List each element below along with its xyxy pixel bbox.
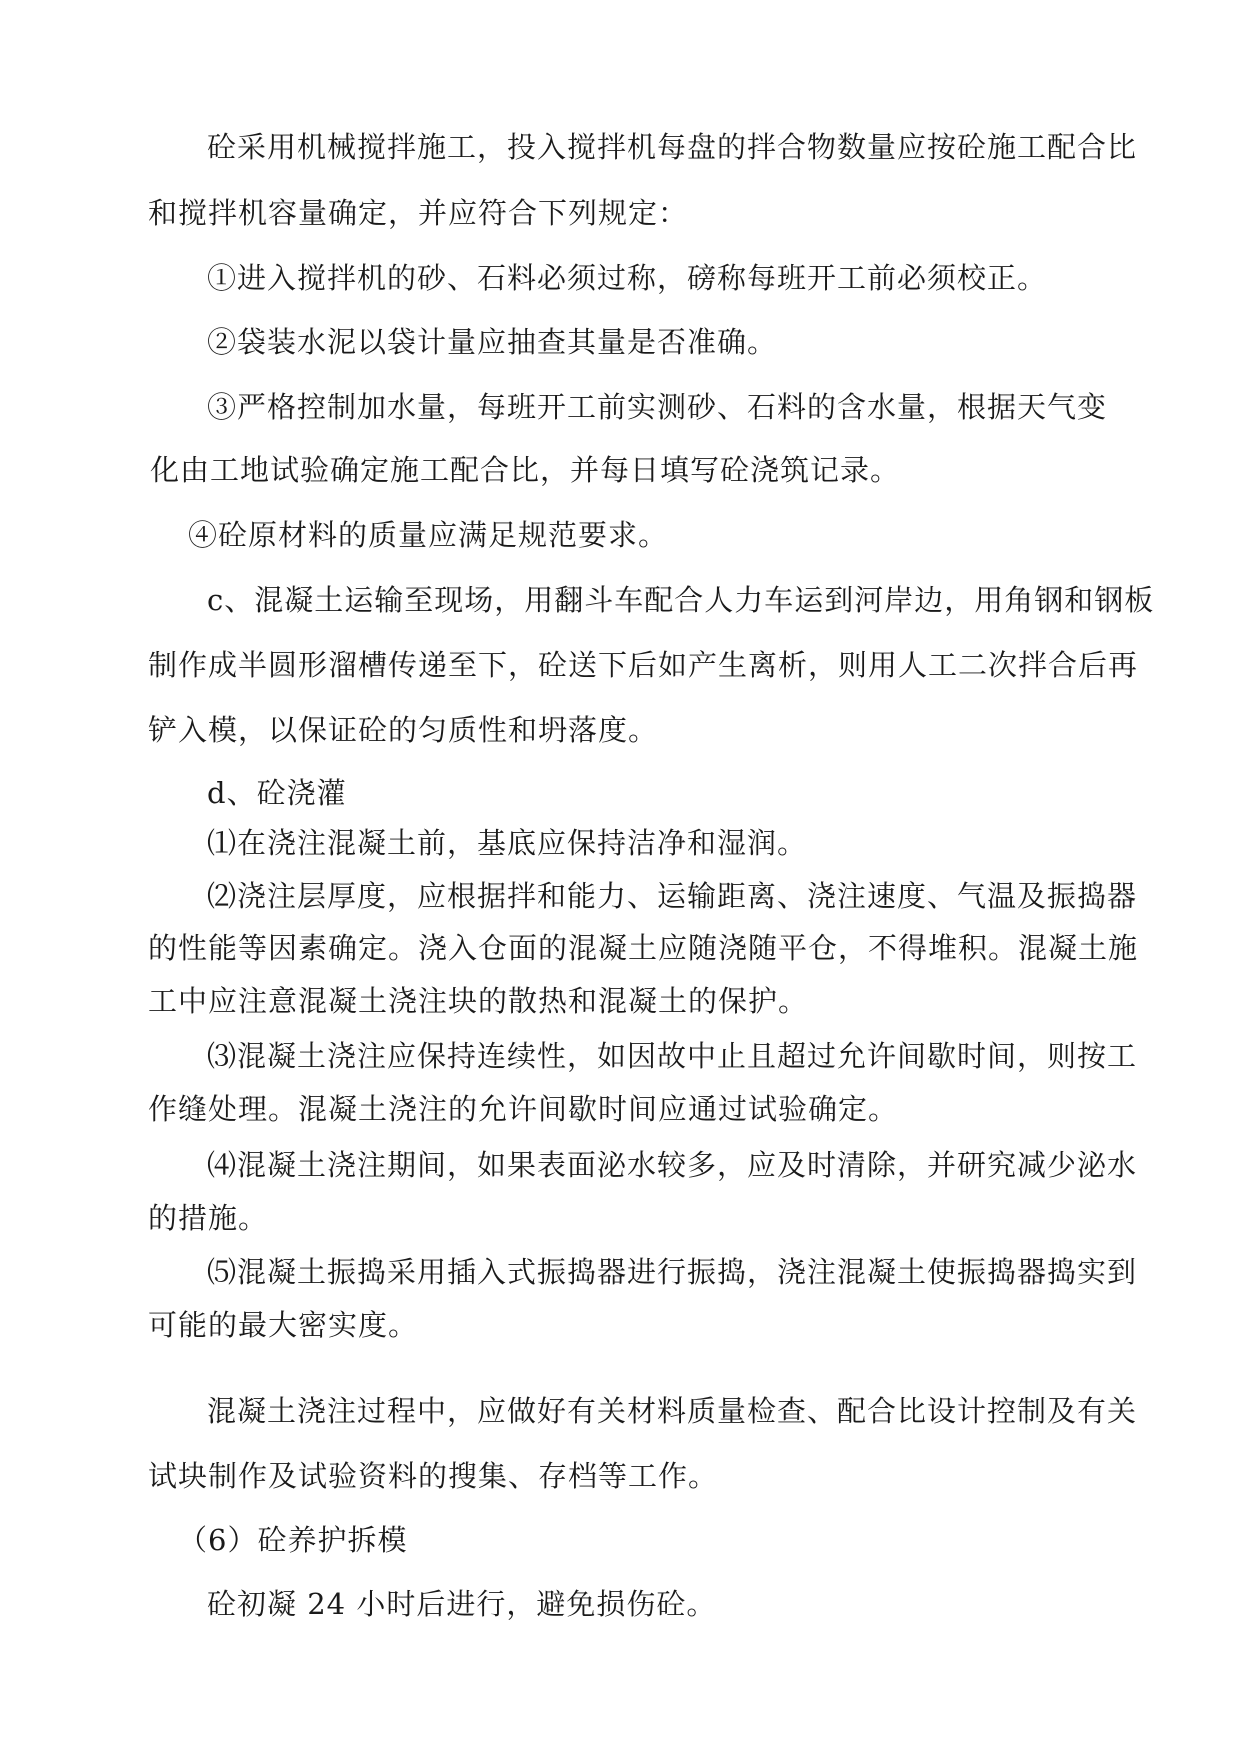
text-line: 试块制作及试验资料的搜集、存档等工作。 <box>148 1459 719 1493</box>
text-line: d、砼浇灌 <box>207 776 347 810</box>
text-line: c、混凝土运输至现场，用翻斗车配合人力车运到河岸边，用角钢和钢板 <box>207 583 1155 617</box>
text-line: 的措施。 <box>148 1201 269 1235</box>
text-line: ⑶混凝土浇注应保持连续性，如因故中止且超过允许间歇时间，则按工 <box>207 1039 1138 1073</box>
text-line: 作缝处理。混凝土浇注的允许间歇时间应通过试验确定。 <box>148 1092 899 1126</box>
text-line: ⑷混凝土浇注期间，如果表面泌水较多，应及时清除，并研究减少泌水 <box>207 1148 1138 1182</box>
text-line: ①进入搅拌机的砂、石料必须过称，磅称每班开工前必须校正。 <box>207 261 1048 295</box>
text-line: 的性能等因素确定。浇入仓面的混凝土应随浇随平仓，不得堆积。混凝土施 <box>148 931 1139 965</box>
text-line: 工中应注意混凝土浇注块的散热和混凝土的保护。 <box>148 984 809 1018</box>
text-line: 铲入模，以保证砼的匀质性和坍落度。 <box>148 713 659 747</box>
section-heading: （6）砼养护拆模 <box>178 1523 408 1557</box>
text-line: ⑵浇注层厚度，应根据拌和能力、运输距离、浇注速度、气温及振捣器 <box>207 879 1138 913</box>
text-line: 可能的最大密实度。 <box>148 1308 419 1342</box>
text-line: 砼采用机械搅拌施工，投入搅拌机每盘的拌合物数量应按砼施工配合比 <box>207 130 1138 164</box>
text-line: 化由工地试验确定施工配合比，并每日填写砼浇筑记录。 <box>150 453 901 487</box>
text-line: ④砼原材料的质量应满足规范要求。 <box>188 518 669 552</box>
text-line: ③严格控制加水量，每班开工前实测砂、石料的含水量，根据天气变 <box>207 390 1108 424</box>
text-line: ⑴在浇注混凝土前，基底应保持洁净和湿润。 <box>207 826 808 860</box>
text-line: 和搅拌机容量确定，并应符合下列规定： <box>148 196 689 230</box>
text-line: 砼初凝 24 小时后进行，避免损伤砼。 <box>207 1587 717 1621</box>
text-line: 制作成半圆形溜槽传递至下，砼送下后如产生离析，则用人工二次拌合后再 <box>148 648 1139 682</box>
text-line: ⑸混凝土振捣采用插入式振捣器进行振捣，浇注混凝土使振捣器捣实到 <box>207 1255 1138 1289</box>
text-line: 混凝土浇注过程中，应做好有关材料质量检查、配合比设计控制及有关 <box>207 1394 1138 1428</box>
text-line: ②袋装水泥以袋计量应抽查其量是否准确。 <box>207 325 778 359</box>
